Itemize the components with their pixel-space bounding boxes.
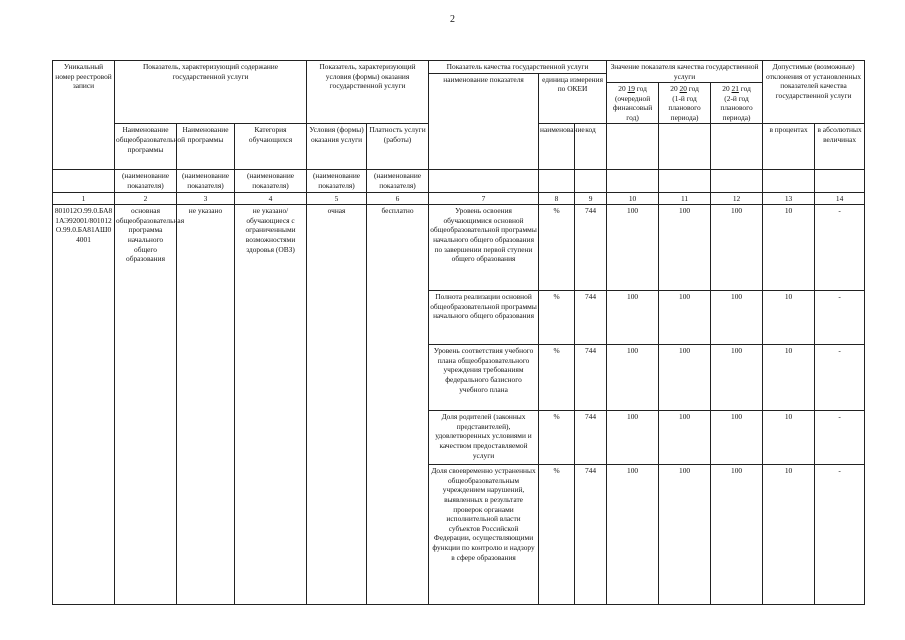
unit-name: % xyxy=(539,345,575,411)
value-year2: 100 xyxy=(659,411,711,465)
column-number-row xyxy=(53,192,865,205)
header-programs: Наименование программы xyxy=(177,124,235,170)
header-payment: Платность услуги (работы) xyxy=(367,124,429,170)
value-year3: 100 xyxy=(711,205,763,291)
column-number: 3 xyxy=(177,192,235,205)
unit-name: % xyxy=(539,465,575,605)
deviation-percent: 10 xyxy=(763,411,815,465)
header-indicator-name: наименование показателя xyxy=(429,73,539,170)
indicator-name: Доля своевременно устраненных общеобразовательным учреждением нарушений, выявленных в результате проверок органами исполнительной власти субъектов Российской Федерации, осуществляющими функции по контролю и надзору в сфере образования xyxy=(429,465,539,605)
unit-code: 744 xyxy=(575,205,607,291)
column-number: 10 xyxy=(607,192,659,205)
column-number: 2 xyxy=(115,192,177,205)
header-row-1 xyxy=(53,61,865,74)
column-number: 11 xyxy=(659,192,711,205)
header-in-percent: в процентах xyxy=(763,124,815,170)
deviation-absolute: - xyxy=(815,345,865,411)
column-number: 6 xyxy=(367,192,429,205)
column-number: 5 xyxy=(307,192,367,205)
unit-code: 744 xyxy=(575,411,607,465)
unit-code: 744 xyxy=(575,291,607,345)
deviation-absolute: - xyxy=(815,205,865,291)
value-year2: 100 xyxy=(659,205,711,291)
indicator-name: Уровень соответствия учебного плана общеобразовательного учреждения требованиям федерального базисного учебного плана xyxy=(429,345,539,411)
header-unit-code: код xyxy=(575,124,607,170)
deviation-absolute: - xyxy=(815,465,865,605)
indicator-name-caption: (наименование показателя) xyxy=(115,170,177,192)
indicator-name-caption: (наименование показателя) xyxy=(307,170,367,192)
header-category: Категория обучающихся xyxy=(235,124,307,170)
header-row-4 xyxy=(53,170,865,192)
value-year2: 100 xyxy=(659,291,711,345)
header-conditions: Условия (формы) оказания услуги xyxy=(307,124,367,170)
column-number: 1 xyxy=(53,192,115,205)
column-number: 7 xyxy=(429,192,539,205)
column-number: 12 xyxy=(711,192,763,205)
header-unit-name: наименование xyxy=(539,124,575,170)
value-year3: 100 xyxy=(711,345,763,411)
header-content-indicator: Показатель, характеризующий содержание государственной услуги xyxy=(115,61,307,124)
deviation-percent: 10 xyxy=(763,345,815,411)
value-year3: 100 xyxy=(711,291,763,345)
unit-code: 744 xyxy=(575,465,607,605)
record-category: не указано/ обучающиеся с ограниченными возможностями здоровья (ОВЗ) xyxy=(235,205,307,605)
column-number: 9 xyxy=(575,192,607,205)
header-unique-number: Уникальный номер реестровой записи xyxy=(53,61,115,170)
column-number: 8 xyxy=(539,192,575,205)
indicator-name: Уровень освоения обучающимися основной общеобразовательной программы начального общего образования по завершении первой ступени общего образования xyxy=(429,205,539,291)
record-program-kind: не указано xyxy=(177,205,235,605)
deviation-absolute: - xyxy=(815,291,865,345)
unit-code: 744 xyxy=(575,345,607,411)
value-year1: 100 xyxy=(607,465,659,605)
year3-header: 20 21 год (2-й год планового периода) xyxy=(720,84,753,122)
value-year3: 100 xyxy=(711,411,763,465)
unit-name: % xyxy=(539,411,575,465)
value-year1: 100 xyxy=(607,291,659,345)
indicator-name-caption: (наименование показателя) xyxy=(177,170,235,192)
record-program: основная общеобразовательная программа начального общего образования xyxy=(115,205,177,605)
column-number: 14 xyxy=(815,192,865,205)
value-year3: 100 xyxy=(711,465,763,605)
header-quality-indicator: Показатель качества государственной услуги xyxy=(429,61,607,74)
unit-name: % xyxy=(539,291,575,345)
deviation-absolute: - xyxy=(815,411,865,465)
indicator-name-caption: (наименование показателя) xyxy=(367,170,429,192)
value-year1: 100 xyxy=(607,205,659,291)
unit-name: % xyxy=(539,205,575,291)
quality-indicators-table xyxy=(52,60,865,605)
record-form: очная xyxy=(307,205,367,605)
page-number: 2 xyxy=(450,14,455,25)
table-row xyxy=(53,205,865,291)
indicator-name: Доля родителей (законных представителей), удовлетворенных условиями и качеством предоставляемой услуги xyxy=(429,411,539,465)
year1-header: 20 19 год (очередной финансовый год) xyxy=(607,83,659,123)
year2-header: 20 20 год (1-й год планового периода) xyxy=(659,83,711,123)
value-year1: 100 xyxy=(607,411,659,465)
header-condition-indicator: Показатель, характеризующий условия (формы) оказания государственной услуги xyxy=(307,61,429,124)
column-number: 13 xyxy=(763,192,815,205)
indicator-name-caption: (наименование показателя) xyxy=(235,170,307,192)
value-year2: 100 xyxy=(659,345,711,411)
column-number: 4 xyxy=(235,192,307,205)
header-unit-okei: единица измерения по ОКЕИ xyxy=(539,73,607,124)
header-program-name: Наименование общеобразовательной программы xyxy=(115,124,177,170)
quality-value-title: Значение показателя качества государственной услуги xyxy=(610,62,759,81)
deviation-percent: 10 xyxy=(763,205,815,291)
header-quality-value xyxy=(607,61,763,124)
registry-number: 801012О.99.0.БА81АЭ92001/801012О.99.0.БА81АШ04001 xyxy=(53,205,115,605)
header-deviations: Допустимые (возможные) отклонения от установленных показателей качества государственной услуги xyxy=(763,61,865,124)
value-year2: 100 xyxy=(659,465,711,605)
value-year1: 100 xyxy=(607,345,659,411)
indicator-name: Полнота реализации основной общеобразовательной программы начального общего образования xyxy=(429,291,539,345)
record-payment: бесплатно xyxy=(367,205,429,605)
deviation-percent: 10 xyxy=(763,291,815,345)
header-in-absolute: в абсолютных величинах xyxy=(815,124,865,170)
deviation-percent: 10 xyxy=(763,465,815,605)
